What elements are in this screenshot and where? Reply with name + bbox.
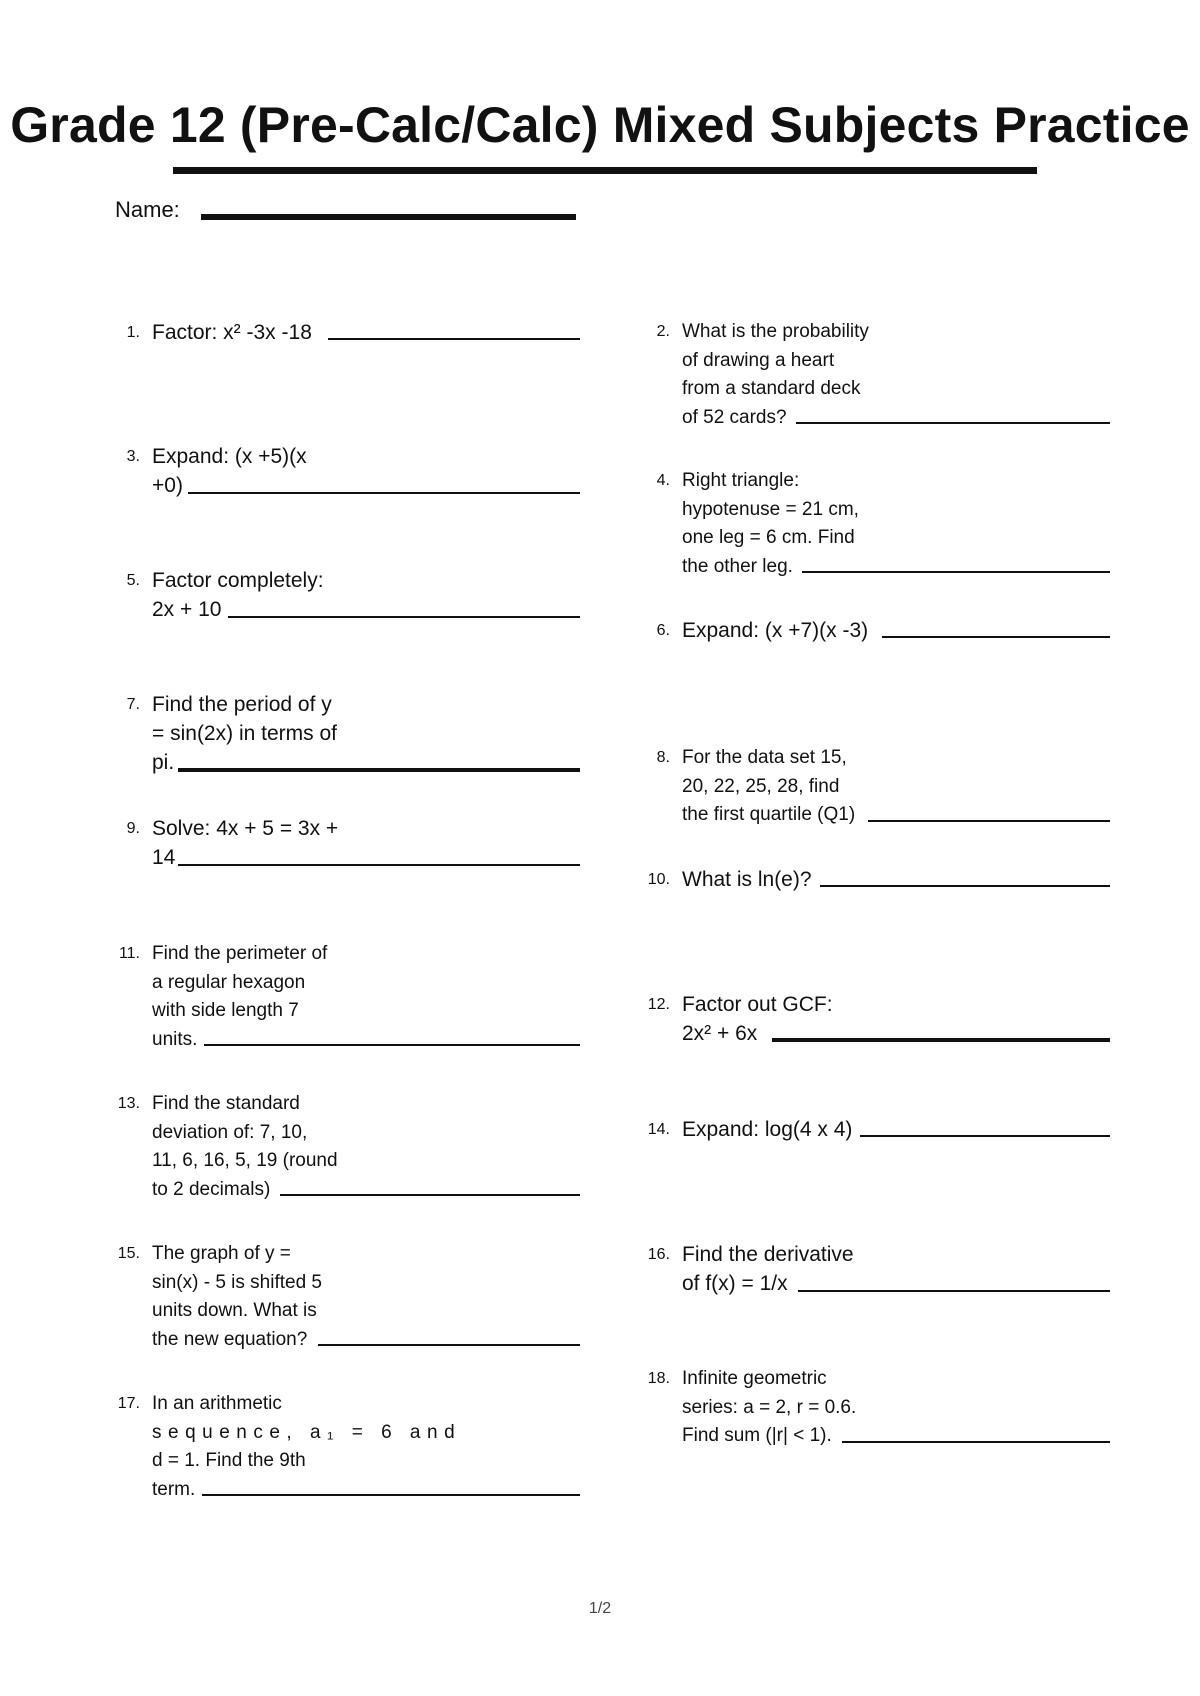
answer-line[interactable] bbox=[204, 1044, 580, 1046]
answer-line[interactable] bbox=[868, 820, 1110, 822]
question-number: 6. bbox=[656, 622, 670, 639]
question-text: Expand: (x +5)(x bbox=[152, 445, 307, 468]
question-text: Right triangle: bbox=[682, 470, 800, 491]
worksheet-title: Grade 12 (Pre-Calc/Calc) Mixed Subjects Practice bbox=[10, 97, 1190, 153]
answer-line[interactable] bbox=[860, 1135, 1110, 1137]
question-text: units. bbox=[152, 1028, 198, 1050]
question-text: units down. What is bbox=[152, 1300, 317, 1321]
question-text: pi. bbox=[152, 751, 175, 774]
question-text: Find the standard bbox=[152, 1093, 300, 1114]
question-number: 12. bbox=[647, 996, 670, 1013]
question-number: 5. bbox=[126, 572, 140, 589]
answer-line[interactable] bbox=[178, 768, 580, 772]
question-text: 11, 6, 16, 5, 19 (round bbox=[152, 1150, 338, 1171]
question-text: 2x² + 6x bbox=[682, 1022, 758, 1045]
question-text: Find the perimeter of bbox=[152, 943, 328, 964]
question-text: of 52 cards? bbox=[682, 406, 787, 428]
answer-line[interactable] bbox=[772, 1038, 1110, 1042]
answer-line[interactable] bbox=[202, 1494, 580, 1496]
question-number: 14. bbox=[647, 1121, 670, 1138]
question-text: with side length 7 bbox=[152, 1000, 299, 1021]
question-text: 2x + 10 bbox=[152, 598, 222, 621]
question-text: hypotenuse = 21 cm, bbox=[682, 498, 859, 520]
question-number: 7. bbox=[126, 696, 140, 713]
answer-line[interactable] bbox=[882, 636, 1110, 638]
question-text: sequence, a₁ = 6 and bbox=[152, 1421, 462, 1443]
question-number: 3. bbox=[126, 448, 140, 465]
answer-line[interactable] bbox=[280, 1194, 580, 1196]
answer-line[interactable] bbox=[188, 492, 580, 494]
answer-line[interactable] bbox=[318, 1344, 580, 1346]
answer-line[interactable] bbox=[796, 422, 1110, 424]
answer-line[interactable] bbox=[820, 885, 1110, 887]
name-label: Name: bbox=[115, 197, 180, 222]
answer-line[interactable] bbox=[798, 1290, 1110, 1292]
answer-line[interactable] bbox=[842, 1441, 1110, 1443]
question-text: Expand: log(4 x 4) bbox=[682, 1118, 853, 1141]
question-number: 2. bbox=[656, 323, 670, 340]
title-underline bbox=[173, 167, 1037, 174]
question-text: Find sum (|r| < 1). bbox=[682, 1425, 832, 1446]
question-text: The graph of y = bbox=[152, 1243, 291, 1264]
question-number: 1. bbox=[126, 324, 140, 341]
question-number: 16. bbox=[647, 1246, 670, 1263]
question-text: series: a = 2, r = 0.6. bbox=[682, 1396, 857, 1418]
question-number: 18. bbox=[647, 1370, 670, 1387]
question-number: 13. bbox=[117, 1095, 140, 1112]
question-number: 9. bbox=[126, 820, 140, 837]
question-text: What is the probability bbox=[682, 321, 869, 342]
question-text: Expand: (x +7)(x -3) bbox=[682, 619, 869, 642]
question-text: In an arithmetic bbox=[152, 1393, 282, 1414]
question-number: 17. bbox=[117, 1395, 140, 1412]
question-text: Factor: x² -3x -18 bbox=[152, 321, 312, 344]
question-text: 14 bbox=[152, 846, 176, 869]
question-text: Find the derivative bbox=[682, 1243, 854, 1266]
question-number: 10. bbox=[647, 871, 670, 888]
question-text: Infinite geometric bbox=[682, 1368, 827, 1389]
question-text: sin(x) - 5 is shifted 5 bbox=[152, 1271, 322, 1293]
question-text: to 2 decimals) bbox=[152, 1178, 271, 1200]
page-number: 1/2 bbox=[588, 1600, 612, 1617]
question-text: a regular hexagon bbox=[152, 971, 306, 993]
question-text: For the data set 15, bbox=[682, 747, 847, 768]
question-text: the new equation? bbox=[152, 1328, 308, 1350]
answer-line[interactable] bbox=[178, 864, 580, 866]
question-number: 11. bbox=[118, 945, 140, 962]
question-text: 20, 22, 25, 28, find bbox=[682, 775, 840, 797]
question-text: the other leg. bbox=[682, 555, 793, 577]
question-text: d = 1. Find the 9th bbox=[152, 1450, 306, 1471]
question-text: of drawing a heart bbox=[682, 349, 835, 371]
question-text: = sin(2x) in terms of bbox=[152, 722, 337, 745]
question-text: of f(x) = 1/x bbox=[682, 1272, 788, 1295]
question-text: Solve: 4x + 5 = 3x + bbox=[152, 817, 339, 840]
question-text: Factor out GCF: bbox=[682, 993, 833, 1016]
question-text: from a standard deck bbox=[682, 378, 861, 399]
name-answer-line[interactable] bbox=[201, 214, 576, 220]
question-text: term. bbox=[152, 1478, 196, 1500]
question-number: 15. bbox=[117, 1245, 140, 1262]
question-text: +0) bbox=[152, 474, 183, 497]
question-text: one leg = 6 cm. Find bbox=[682, 527, 855, 548]
answer-line[interactable] bbox=[802, 571, 1110, 573]
question-text: the first quartile (Q1) bbox=[682, 804, 856, 825]
question-text: Find the period of y bbox=[152, 693, 332, 716]
answer-line[interactable] bbox=[328, 338, 580, 340]
question-number: 4. bbox=[656, 472, 670, 489]
question-number: 8. bbox=[656, 749, 670, 766]
question-text: Factor completely: bbox=[152, 569, 324, 592]
question-text: deviation of: 7, 10, bbox=[152, 1121, 308, 1143]
answer-line[interactable] bbox=[228, 616, 580, 618]
question-text: What is ln(e)? bbox=[682, 868, 812, 891]
